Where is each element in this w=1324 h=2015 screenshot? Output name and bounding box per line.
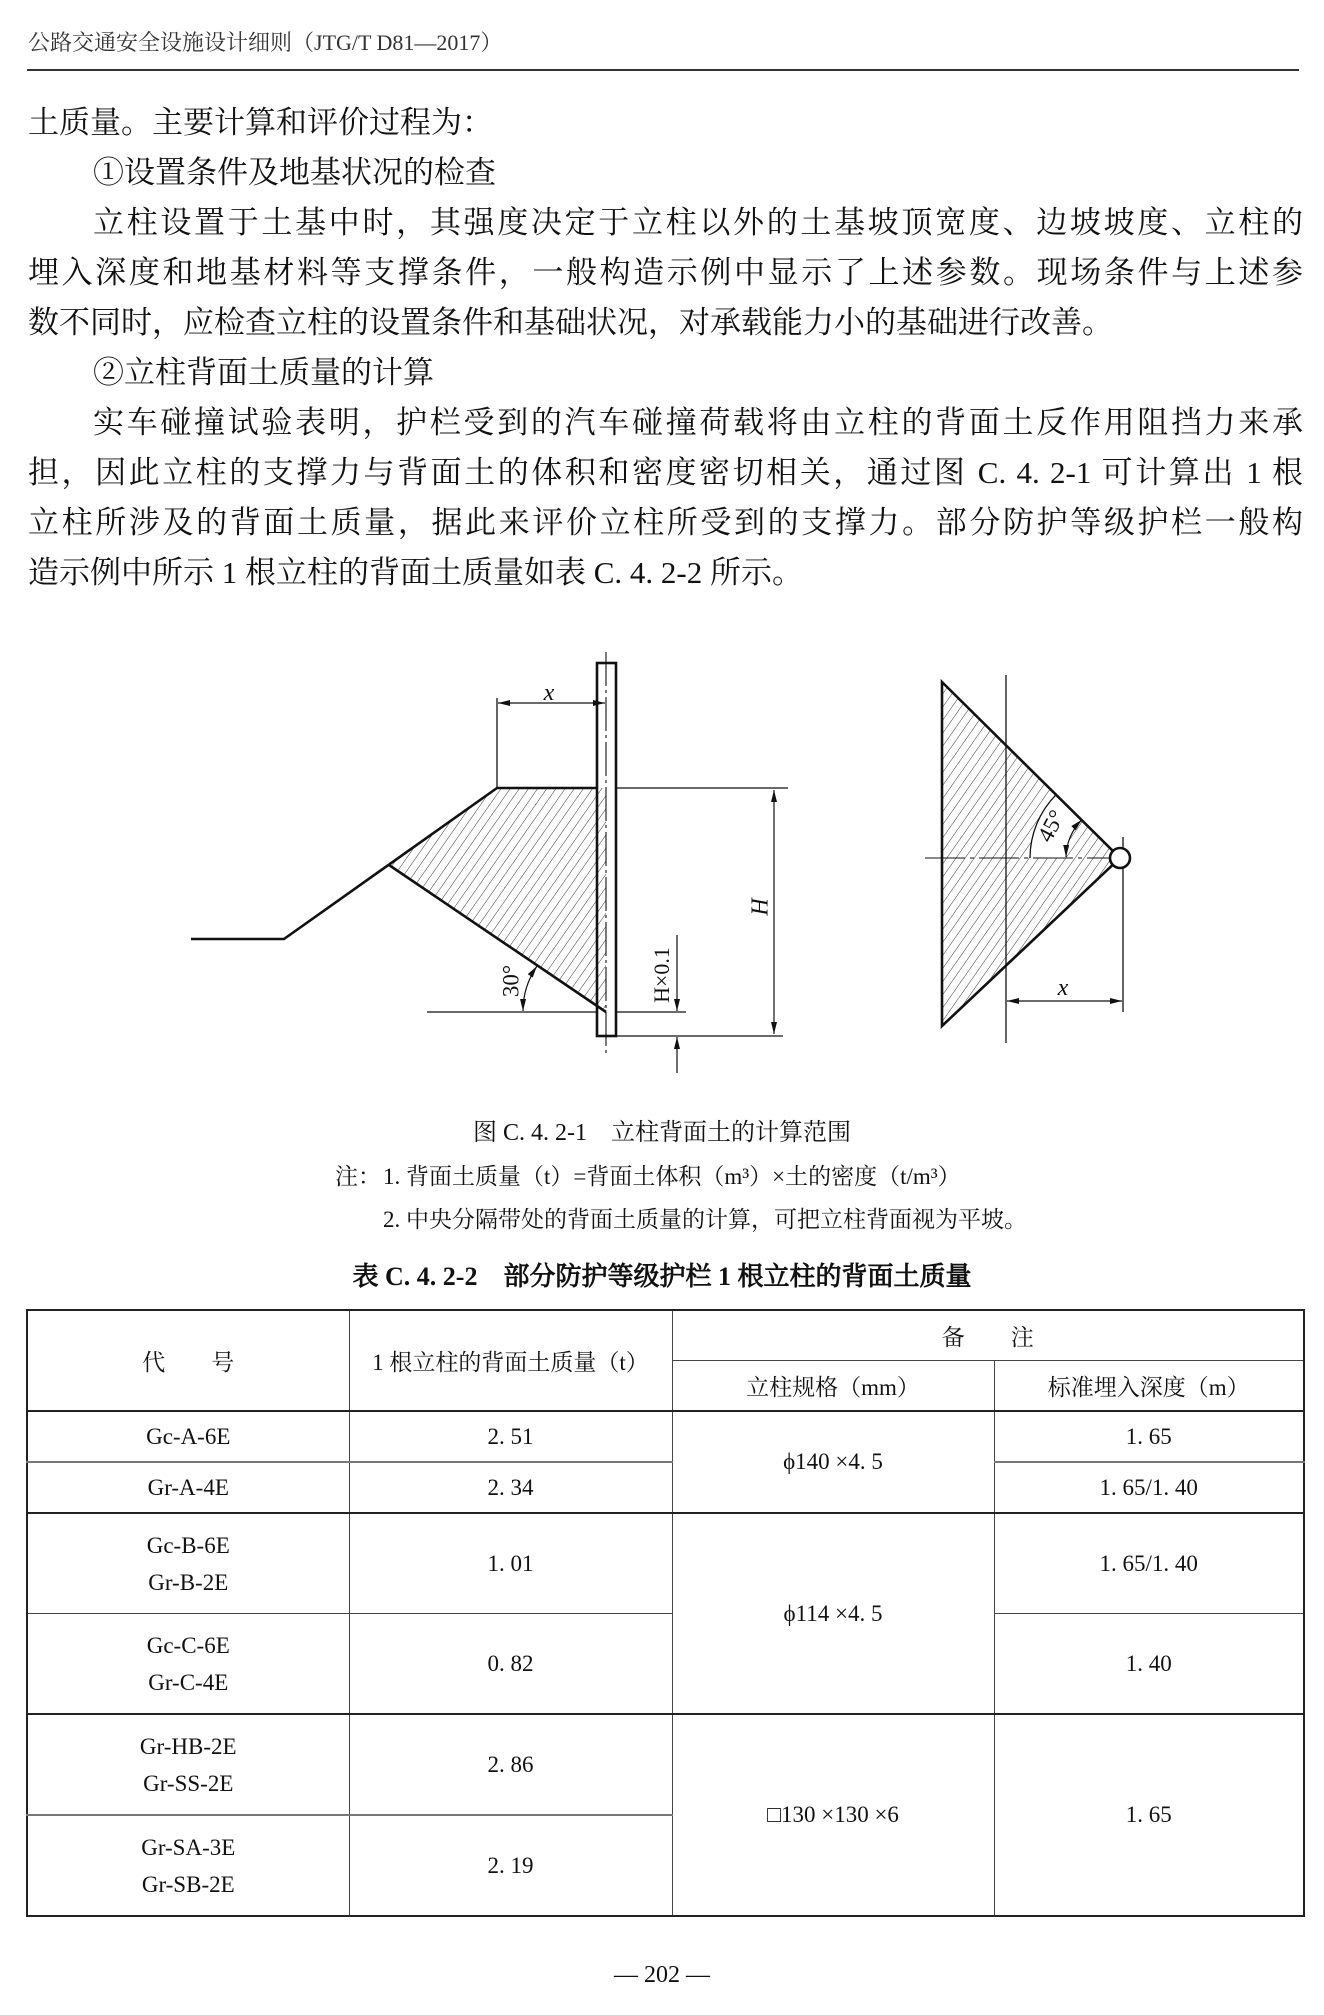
cell-spec: □130 ×130 ×6 [672,1714,994,1916]
header-depth: 标准埋入深度（m） [994,1361,1304,1412]
body-line: 立柱设置于土基中时，其强度决定于立柱以外的土基坡顶宽度、边坡坡度、立柱的 [93,205,1303,240]
cell-mass: 1. 01 [349,1513,672,1614]
cell-mass: 2. 34 [349,1462,672,1513]
cell-mass: 2. 19 [349,1815,672,1916]
angle-45-label: 45° [1032,805,1070,847]
header-code: 代 号 [27,1310,349,1411]
H-label: H [747,898,774,916]
table-row [27,1513,1304,1614]
cell-depth: 1. 65 [994,1714,1304,1916]
cell-code [27,1714,349,1815]
cell-depth: 1. 65/1. 40 [994,1513,1304,1614]
body-line: 立柱所涉及的背面土质量，据此来评价立柱所受到的支撑力。部分防护等级护栏一般构 [28,505,1303,540]
code: Gr-SA-3E [141,1834,236,1860]
cell-code [27,1614,349,1715]
code: Gr-SS-2E [143,1770,234,1796]
plan-diagram [925,675,1130,1043]
right-x-label: x [1057,975,1069,1001]
cell-mass: 2. 51 [349,1411,672,1462]
cell-code [27,1462,349,1513]
table-row [27,1714,1304,1815]
notes-label: 注： [335,1164,381,1189]
page-number: — 202 — [614,1962,710,1988]
table-row [27,1462,1304,1513]
cell-code [27,1513,349,1614]
code: Gc-C-6E [146,1632,230,1658]
body-line: 造示例中所示 1 根立柱的背面土质量如表 C. 4. 2-2 所示。 [28,555,803,590]
cell-mass: 0. 82 [349,1614,672,1715]
body-line: 数不同时，应检查立柱的设置条件和基础状况，对承载能力小的基础进行改善。 [28,305,1113,340]
table-row [27,1614,1304,1715]
table-title: 表 C. 4. 2-2 部分防护等级护栏 1 根立柱的背面土质量 [352,1262,972,1291]
code: Gr-SB-2E [141,1871,235,1897]
header-remarks: 备 注 [672,1310,1304,1361]
code: Gr-B-2E [148,1569,229,1595]
post-circle-icon [1110,848,1130,868]
body-text [28,98,1303,598]
cell-spec: ϕ140 ×4. 5 [672,1411,994,1513]
angle-30-arc [523,966,537,1011]
code: Gr-A-4E [147,1475,229,1500]
body-line: 埋入深度和地基材料等支撑条件，一般构造示例中显示了上述参数。现场条件与上述参 [28,255,1303,290]
header-spec: 立柱规格（mm） [672,1361,994,1412]
code: Gc-A-6E [146,1424,231,1449]
cell-mass: 2. 86 [349,1714,672,1815]
angle-30-label: 30° [498,964,524,998]
body-line: 实车碰撞试验表明，护栏受到的汽车碰撞荷载将由立柱的背面土反作用阻挡力来承 [93,405,1303,440]
code: Gr-HB-2E [139,1733,237,1759]
body-line: 土质量。主要计算和评价过程为： [28,105,493,140]
figure-backfill-range [0,640,1324,1080]
note-1: 1. 背面土质量（t）=背面土体积（m³）×土的密度（t/m³） [383,1164,961,1189]
subheading-backfill-mass: ②立柱背面土质量的计算 [93,355,434,390]
header-rule [27,69,1299,71]
body-line: 担，因此立柱的支撑力与背面土的体积和密度密切相关，通过图 C. 4. 2-1 可计算出 1 根 [28,455,1303,490]
cell-code [27,1411,349,1462]
note-2: 2. 中央分隔带处的背面土质量的计算，可把立柱背面视为平坡。 [383,1207,1027,1232]
code: Gr-C-4E [148,1669,229,1695]
left-x-label: x [543,680,555,706]
subheading-site-check: ①设置条件及地基状况的检查 [93,155,496,190]
table-row [27,1411,1304,1462]
cell-depth: 1. 40 [994,1614,1304,1715]
cell-depth: 1. 65/1. 40 [994,1462,1304,1513]
H-tenth-label: H×0.1 [649,947,675,1003]
section-diagram [191,652,788,1073]
code: Gc-B-6E [146,1532,230,1558]
table-header-row [27,1310,1304,1361]
running-header: 公路交通安全设施设计细则（JTG/T D81—2017） [28,30,503,55]
cell-spec: ϕ114 ×4. 5 [672,1513,994,1714]
cell-code [27,1815,349,1916]
figure-caption: 图 C. 4. 2-1 立柱背面土的计算范围 [473,1120,851,1146]
cell-depth: 1. 65 [994,1411,1304,1462]
backfill-mass-table [26,1309,1305,1917]
header-mass: 1 根立柱的背面土质量（t） [349,1310,672,1411]
